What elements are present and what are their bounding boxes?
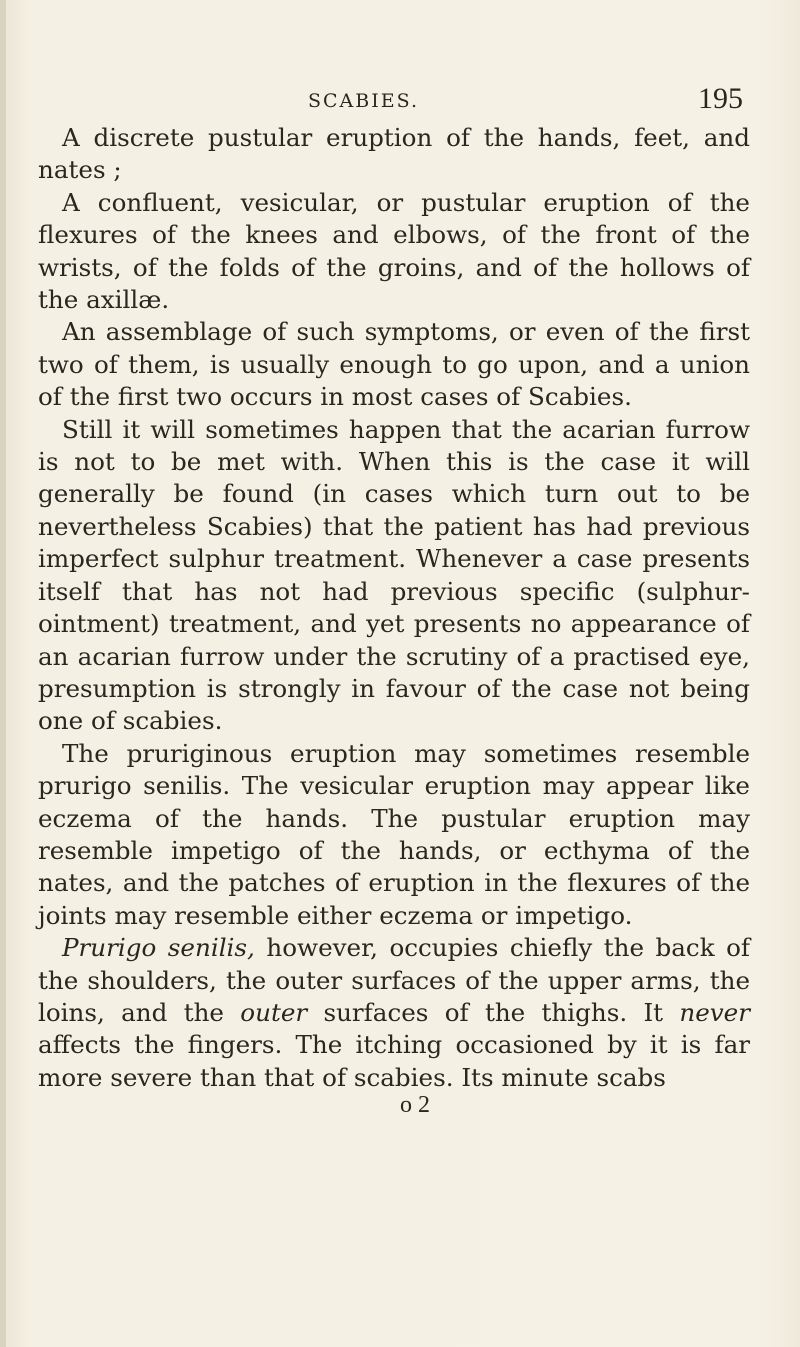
paragraph-6-text-a: however, occupies chiefly the back of the shoulders, the outer surfaces of the upper arms, the loins, and the (38, 933, 751, 1027)
body-text (38, 122, 750, 1094)
paragraph-2: A confluent, vesicular, or pustular eruption of the flexures of the knees and elbows, of the front of the wrists, of the folds of the groins, and of the hollows of the axillæ. (38, 187, 750, 315)
signature-mark: o 2 (400, 1092, 430, 1118)
page-number: 195 (698, 82, 743, 115)
page-header (0, 82, 800, 122)
paragraph-6-text-b: surfaces of the thighs. It (307, 997, 680, 1027)
paragraph-6-text-c: affects the fingers. The itching occasioned by it is far more severe than that of scabies. Its minute scabs (38, 1030, 750, 1092)
paragraph-5: The pruriginous eruption may sometimes resemble prurigo senilis. The vesicular eruption may appear like eczema of the hands. The pustular eruption may resemble impetigo of the hands, or ecthyma of the nates, and the patches of eruption in the flexures of the joints may resemble either eczema or impetigo. (38, 738, 750, 930)
running-title: SCABIES. (308, 90, 419, 112)
italic-term-prurigo-senilis: Prurigo senilis, (62, 933, 255, 963)
paragraph-4: Still it will sometimes happen that the acarian furrow is not to be met with. When this is the case it will generally be found (in cases which turn out to be nevertheless Scabies) that the patient has had previous imperfect sulphur treatment. Whenever a case presents itself that has not had previous specific (sulphur-ointment) treatment, and yet presents no appearance of an acarian furrow under the scrutiny of a practised eye, presumption is strongly in favour of the case not being one of scabies. (38, 414, 750, 736)
paragraph-3: An assemblage of such symptoms, or even of the first two of them, is usually enough to go upon, and a union of the first two occurs in most cases of Scabies. (38, 317, 750, 412)
italic-word-never: never (679, 997, 750, 1027)
italic-word-outer: outer (240, 997, 308, 1027)
page-gutter (0, 0, 6, 1347)
paragraph-1: A discrete pustular eruption of the hands, feet, and nates ; (38, 123, 750, 185)
paragraph-6 (38, 932, 750, 1094)
